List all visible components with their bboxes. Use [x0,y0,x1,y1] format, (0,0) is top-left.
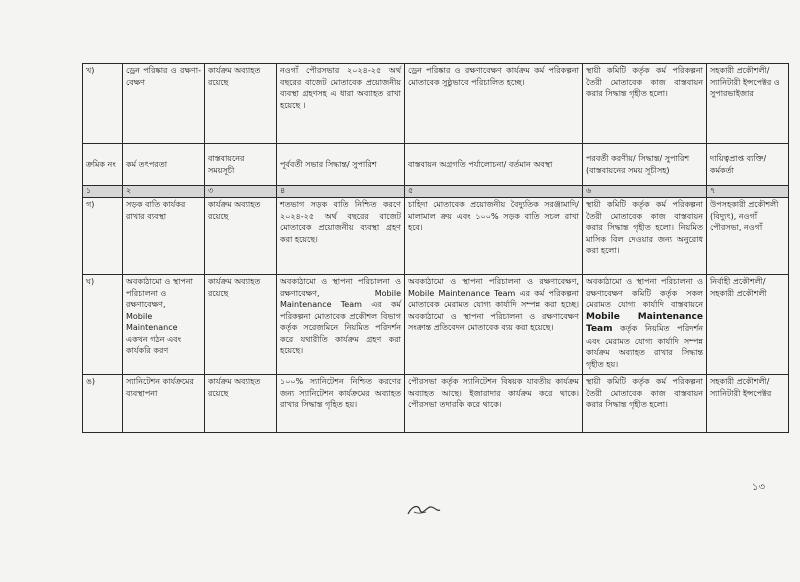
status-cell: কার্যক্রম অব্যাহত রয়েছে [205,275,277,375]
header-responsible: দায়িত্বপ্রাপ্ত ব্যক্তি/ কর্মকর্তা [707,144,789,186]
current-state-cell [405,275,583,375]
responsible-cell: সহকারী প্রকৌশলী/ স্যানিটারী ইন্সপেক্টর [707,375,789,433]
serial-cell: ঙ) [83,375,123,433]
previous-decision-cell: নওগাঁ পৌরসভার ২০২৪-২৫ অর্থ বছরের বাজেট মোতাবেক প্রয়োজনীয় ব্যবস্থা গ্রহণসহ এ ধারা অব্যাহত রাখা হয়েছে । [277,64,405,144]
table-row [83,64,789,144]
progress-table [82,63,789,433]
column-number: ৪ [277,186,405,198]
activity-text: একখন গঠন এবং কার্যকরি করণ [126,334,182,355]
state-text: অবকাঠামো ও স্থাপনা পরিচালনা ও রক্ষণাবেক্ষণ, [408,277,579,286]
status-cell: কার্যক্রম অব্যাহত রয়েছে [205,198,277,275]
current-state-cell: ড্রেন পরিষ্কার ও রক্ষণাবেক্ষণ কার্যক্রম কর্ম পরিকল্পনা মোতাবেক সুষ্ঠুভাবে পরিচালিত হচ্ছে। [405,64,583,144]
responsible-cell: নির্বাহী প্রকৌশলী/ সহকারী প্রকৌশলী [707,275,789,375]
status-cell: কার্যক্রম অব্যাহত রয়েছে [205,64,277,144]
previous-decision-cell: ১০০% স্যানিটেশন নিশ্চিত করণের জন্য স্যানিটেশন কার্যক্রমের অব্যাহত রাখার সিদ্ধান্ত গৃহিত হয়। [277,375,405,433]
table-row [83,198,789,275]
next-decision-cell: স্থায়ী কমিটি কর্তৃক কর্ম পরিকল্পনা তৈরী মোতাবেক কাজ বাস্তবায়ন করার সিদ্ধান্ত গৃহীত হলো। [583,64,707,144]
activity-text: অবকাঠামো ও স্থাপনা পরিচালনা ও রক্ষণাবেক্ষণ, [126,277,193,309]
activity-cell: স্যানিটেশন কার্যক্রমের ব্যবস্থাপনা [123,375,205,433]
activity-cell [123,275,205,375]
column-number: ২ [123,186,205,198]
header-current-state: বাস্তবায়ন অগ্রগতি পর্যালোচনা/ বর্তমান অবস্থা [405,144,583,186]
column-number-row [83,186,789,198]
column-number: ৬ [583,186,707,198]
header-next-decision: পরবর্তী করণীয়/ সিদ্ধান্ত/ সুপারিশ (বাস্তবায়নের সময় সূচীসহ) [583,144,707,186]
table-row [83,375,789,433]
activity-cell: সড়ক বাতি কার্যকর রাখার ব্যবস্থা [123,198,205,275]
next-text: কর্তৃক নিয়মিত পরিদর্শন এবং মেরামত যোগ্য কার্যাদি সম্পন্ন কার্যক্রম অব্যাহত রাখার সিদ্ধান্ত গৃহীত হয়। [586,324,703,369]
previous-decision-cell [277,275,405,375]
next-decision-cell [583,275,707,375]
page-number: ১৩ [752,482,765,493]
activity-english-text: Mobile Maintenance [126,311,178,332]
serial-cell: খ) [83,64,123,144]
current-state-cell: চাহিদা মোতাবেক প্রয়োজনীয় বৈদ্যুতিক সরঞ্জামাদি/মালামাল ক্রয় এবং ১০০% সড়ক বাতি সচল রাখা হবে। [405,198,583,275]
header-previous-decision: পূর্ববর্তী সভার সিদ্ধান্ত/ সুপারিশ [277,144,405,186]
header-status: বাস্তবায়নের সময়সূচী [205,144,277,186]
activity-cell: ড্রেন পরিষ্কার ও রক্ষণা-বেক্ষণ [123,64,205,144]
column-number: ৭ [707,186,789,198]
previous-decision-cell: শতভাগ সড়ক বাতি নিশ্চিত করণে ২০২৪-২৫ অর্থ বছরের বাজেট মোতাবেক প্রয়োজনীয় ব্যবস্থা গ্রহণ করা হয়েছে। [277,198,405,275]
decision-text: এর কর্ম পরিকল্পনা মোতাবেক প্রকৌশল বিভাগ কর্তৃক সরেজমিনে নিয়মিত পরিদর্শন করে যথারীতি কার্যক্রম গ্রহণ করা হয়েছে। [280,300,401,355]
column-number: ৩ [205,186,277,198]
table-header-row [83,144,789,186]
next-decision-cell: স্থায়ী কমিটি কর্তৃক কর্ম পরিকল্পনা তৈরী মোতাবেক কাজ বাস্তবায়ন করার সিদ্ধান্ত গৃহীত হলো। [583,375,707,433]
decision-text: অবকাঠামো ও স্থাপনা পরিচালনা ও রক্ষণাবেক্ষণ, [280,277,401,298]
state-english-text: Mobile Maintenance Team [408,288,516,298]
header-activity: কর্ম তৎপরতা [123,144,205,186]
header-serial: ক্রমিক নং [83,144,123,186]
column-number: ৫ [405,186,583,198]
next-english-text: Mobile Maintenance Team [586,311,703,334]
next-decision-cell: স্থায়ী কমিটি কর্তৃক কর্ম পরিকল্পনা তৈরী মোতাবেক কাজ বাস্তবায়ন করার সিদ্ধান্ত গৃহীত হলো। নিয়মিত মাসিক বিল দেওয়ার জন্য অনুরোধ করা হলো। [583,198,707,275]
state-text: এর কর্ম পরিকল্পনা মোতাবেক মেরামত যোগ্য কার্যাদি সম্পন্ন করা হচ্ছে। অবকাঠামো ও স্থাপনা পরিচালনা ও রক্ষণাবেক্ষণ সংক্রান্ত প্রতিবেদন মোতাবেক ব্যয় করা হয়েছে। [408,288,580,332]
serial-cell: ঘ) [83,275,123,375]
current-state-cell: পৌরসভা কর্তৃক স্যানিটেশন বিষয়ক যাবতীয় কার্যক্রম অব্যাহত আছে। ইজারাদার কার্যক্রম করে থাকে। পৌরসভা তদারকি করে থাকে। [405,375,583,433]
decision-english-text: Mobile Maintenance Team [280,288,401,309]
status-cell: কার্যক্রম অব্যাহত রয়েছে [205,375,277,433]
serial-cell: গ) [83,198,123,275]
table-row [83,275,789,375]
signature-mark [404,498,444,522]
next-text: অবকাঠামো ও স্থাপনা পরিচালনা ও রক্ষণাবেক্ষণ কমিটি কর্তৃক সকল মেরামত যোগ্য কার্যাদি বাস্তবায়নে [586,277,703,309]
responsible-cell: সহকারী প্রকৌশলী/ স্যানিটারী ইন্সপেক্টর ও সুপারভাইজার [707,64,789,144]
responsible-cell: উপসহকারী প্রকৌশলী (বিদ্যুৎ), নওগাঁ পৌরসভা, নওগাঁ [707,198,789,275]
column-number: ১ [83,186,123,198]
